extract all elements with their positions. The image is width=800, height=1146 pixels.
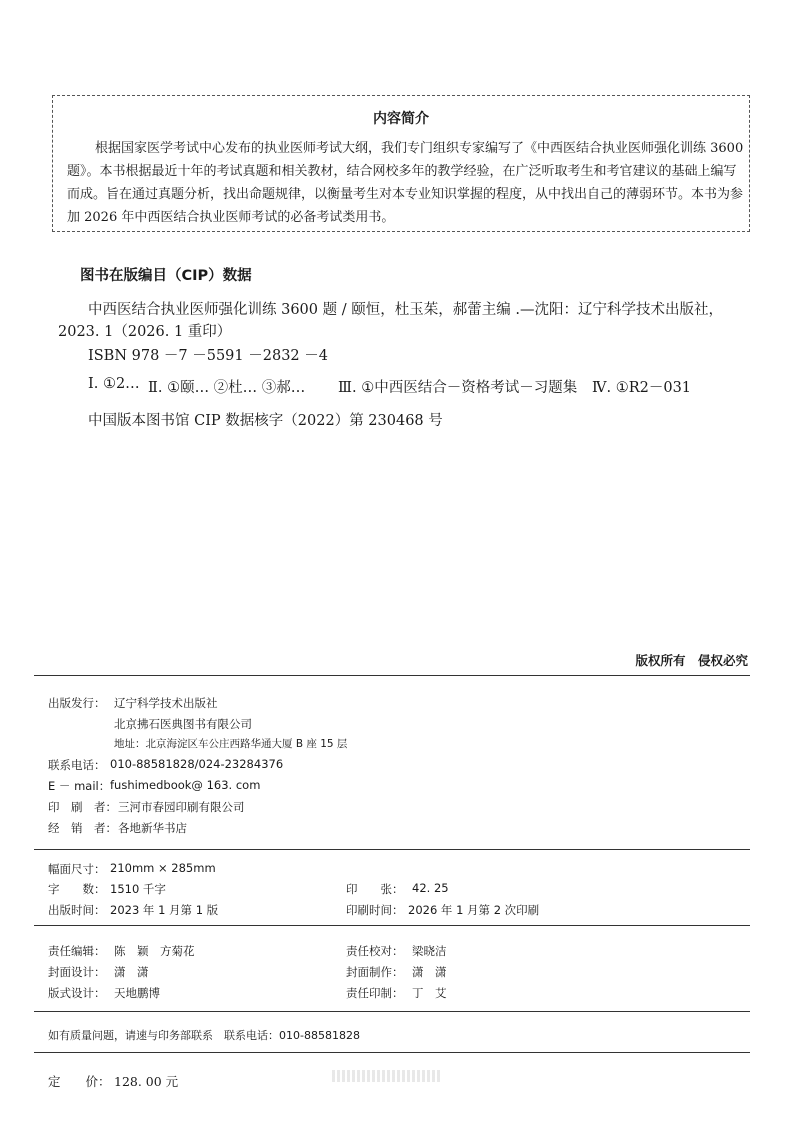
layout-design-label: 版式设计： (48, 986, 106, 1000)
size-label: 幅面尺寸： (48, 862, 106, 876)
print-time-label: 印刷时间： (346, 903, 404, 917)
phone-label: 联系电话： (48, 758, 106, 772)
words-value: 1510 千字 (110, 882, 166, 896)
quality-contact-note: 如有质量问题，请速与印务部联系 联系电话：010-88581828 (48, 1029, 360, 1042)
intro-line-4: 加 2026 年中西医结合执业医师考试的必备考试类用书。 (67, 210, 395, 225)
size-value: 210mm × 285mm (110, 861, 216, 875)
cover-design-value: 潇 潇 (114, 965, 149, 979)
print-resp-value: 丁 艾 (412, 986, 447, 1000)
content-intro-box (52, 95, 750, 232)
phone-value: 010-88581828/024-23284376 (110, 757, 284, 771)
divider-price (34, 1052, 750, 1053)
cip-isbn: ISBN 978 －7 －5591 －2832 －4 (88, 348, 328, 364)
intro-line-2: 题》。本书根据最近十年的考试真题和相关教材，结合网校多年的教学经验，在广泛听取考生和考官建议的基础上编写 (67, 164, 737, 179)
publisher-name: 辽宁科学技术出版社 (114, 696, 218, 710)
cover-make-value: 潇 潇 (412, 965, 447, 979)
email-value: fushimedbook@ 163. com (110, 778, 261, 792)
cover-design-label: 封面设计： (48, 965, 106, 979)
printer-value: 三河市春园印刷有限公司 (118, 800, 245, 814)
layout-design-value: 天地鹏博 (114, 986, 160, 1000)
printer-label: 印 刷 者： (48, 800, 117, 814)
intro-title: 内容简介 (373, 111, 429, 127)
divider-top (34, 675, 750, 676)
cip-line-1: 中西医结合执业医师强化训练 3600 题 / 颐恒，杜玉茱，郝蕾主编 .—沈阳：辽宁科学技术出版社， (88, 302, 723, 318)
faded-barcode-mark (332, 1070, 442, 1082)
divider-quality (34, 1011, 750, 1012)
words-label: 字 数： (48, 882, 106, 896)
distributor-label: 经 销 者： (48, 821, 117, 835)
sheets-value: 42. 25 (412, 881, 449, 895)
cip-title: 图书在版编目（CIP）数据 (80, 268, 252, 284)
proof-value: 梁晓洁 (412, 944, 447, 958)
divider-staff (34, 925, 750, 926)
pub-time-label: 出版时间： (48, 903, 106, 917)
cip-cataloging-number: 中国版本图书馆 CIP 数据核字（2022）第 230468 号 (88, 413, 443, 429)
email-label: E － mail： (48, 779, 111, 793)
sheets-label: 印 张： (346, 882, 404, 896)
intro-line-3: 而成。旨在通过真题分析，找出命题规律，以衡量考生对本专业知识掌握的程度，从中找出自己的薄弱环节。本书为参 (67, 187, 744, 202)
print-resp-label: 责任印制： (346, 986, 404, 1000)
editor-value: 陈 颖 方菊花 (114, 944, 195, 958)
distributor-value: 各地新华书店 (118, 821, 187, 835)
copyright-notice: 版权所有 侵权必究 (635, 653, 748, 668)
cip-class-4: Ⅳ. ①R2－031 (592, 380, 692, 396)
price-label: 定 价： (48, 1074, 111, 1089)
editor-label: 责任编辑： (48, 944, 106, 958)
cip-line-2: 2023. 1（2026. 1 重印） (58, 324, 232, 340)
intro-line-1: 根据国家医学考试中心发布的执业医师考试大纲，我们专门组织专家编写了《中西医结合执业医师强化训练 3600 (95, 141, 744, 156)
cip-class-1: Ⅰ. ①2… (88, 376, 140, 392)
proof-label: 责任校对： (346, 944, 404, 958)
publisher-address: 地址：北京海淀区车公庄西路华通大厦 B 座 15 层 (114, 738, 348, 750)
co-publisher-name: 北京拂石医典图书有限公司 (114, 717, 252, 731)
cip-class-2: Ⅱ. ①颐… ②杜… ③郝… (148, 380, 306, 396)
pub-time-value: 2023 年 1 月第 1 版 (110, 903, 219, 917)
publisher-label: 出版发行： (48, 696, 106, 710)
divider-specs (34, 849, 750, 850)
cip-class-3: Ⅲ. ①中西医结合－资格考试－习题集 (338, 380, 578, 396)
print-time-value: 2026 年 1 月第 2 次印刷 (408, 903, 540, 917)
cover-make-label: 封面制作： (346, 965, 404, 979)
price-value: 128. 00 元 (114, 1074, 179, 1089)
